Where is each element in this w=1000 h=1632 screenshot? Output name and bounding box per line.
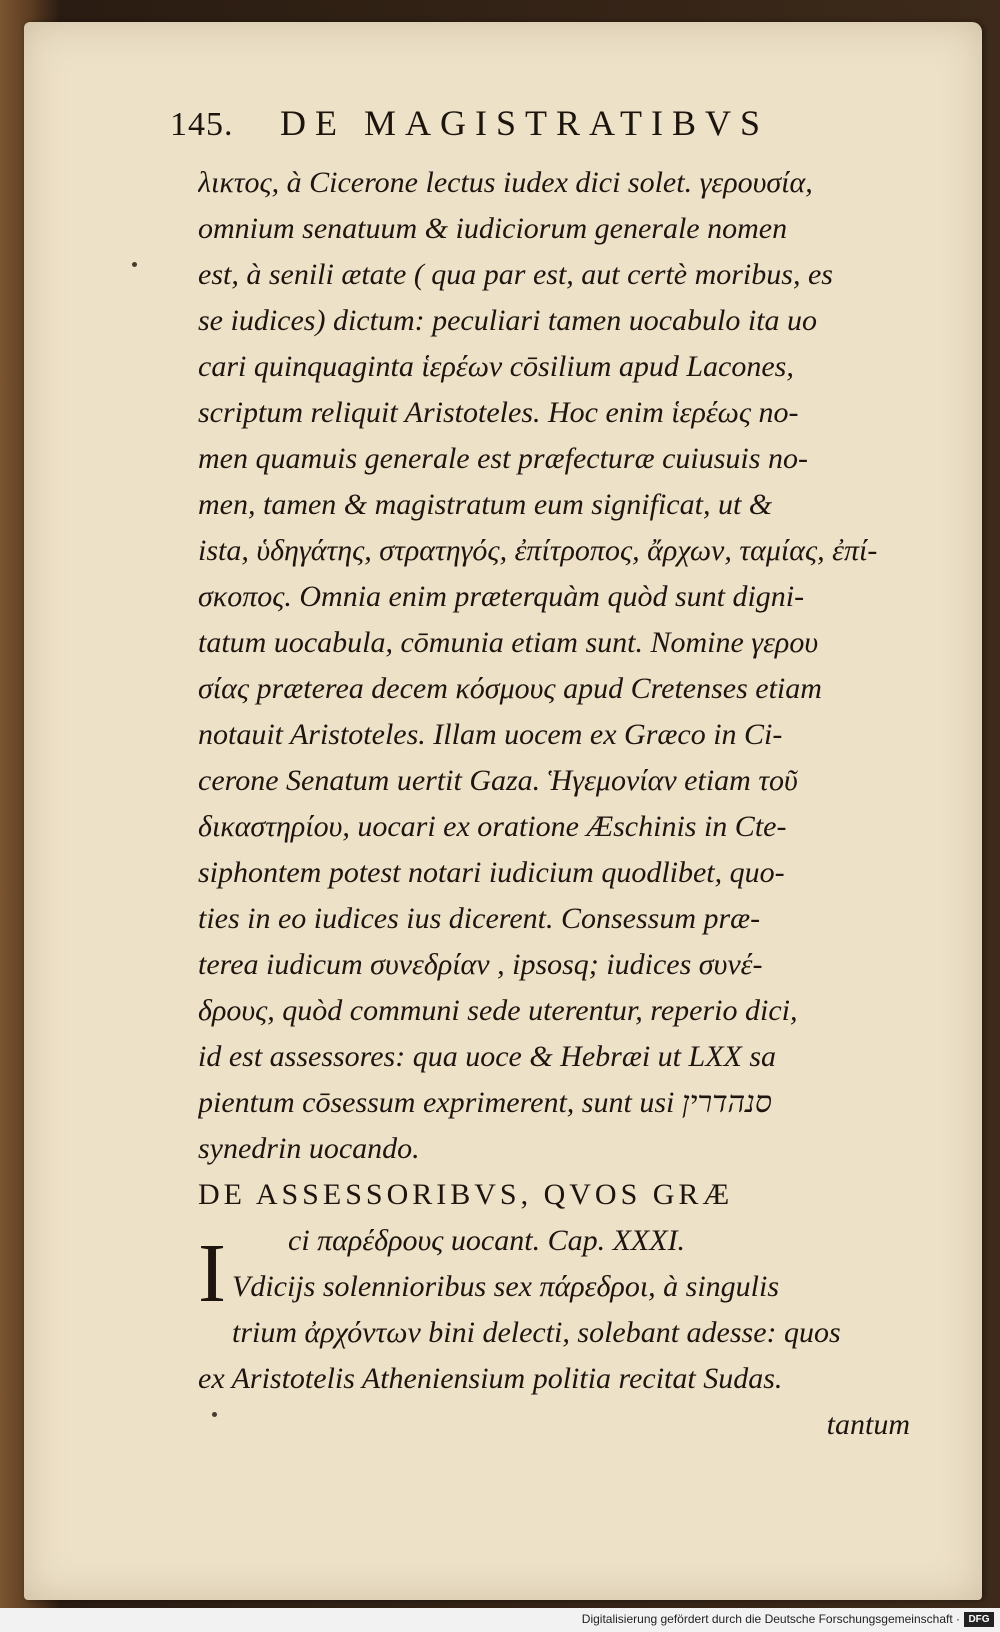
ink-spot bbox=[212, 1412, 217, 1417]
text-line: notauit Aristoteles. Illam uocem ex Græco in Ci- bbox=[198, 718, 783, 751]
text-line: id est assessores: qua uoce & Hebræi ut LXX sa bbox=[198, 1040, 777, 1073]
text-line: men quamuis generale est præfecturæ cuiusuis no- bbox=[198, 442, 808, 475]
text-block bbox=[198, 160, 910, 1448]
ink-spot bbox=[132, 262, 137, 267]
text-line: σκοπος. Omnia enim præterquàm quòd sunt digni- bbox=[198, 580, 805, 613]
chapter-heading: DE ASSESSORIBVS, QVOS GRÆ bbox=[198, 1178, 734, 1211]
footer-bar bbox=[0, 1608, 1000, 1632]
text-line: siphontem potest notari iudicium quodlibet, quo- bbox=[198, 856, 785, 889]
text-line: tatum uocabula, cōmunia etiam sunt. Nomine γερου bbox=[198, 626, 819, 659]
text-line: scriptum reliquit Aristoteles. Hoc enim ἱερέως no- bbox=[198, 396, 799, 429]
text-line: est, à senili ætate ( qua par est, aut certè moribus, es bbox=[198, 258, 833, 291]
text-line: ties in eo iudices ius dicerent. Consessum præ- bbox=[198, 902, 761, 935]
funding-credit: Digitalisierung gefördert durch die Deutsche Forschungsgemeinschaft · bbox=[581, 1612, 960, 1626]
text-line: ex Aristotelis Atheniensium politia recitat Sudas. bbox=[198, 1362, 783, 1395]
text-line: δικαστηρίου, uocari ex oratione Æschinis in Cte- bbox=[198, 810, 787, 843]
catchword: tantum bbox=[826, 1408, 910, 1441]
chapter-heading-subtitle: ci παρέδρους uocant. Cap. XXXI. bbox=[288, 1224, 686, 1257]
text-line: σίας præterea decem κόσμους apud Cretenses etiam bbox=[198, 672, 822, 705]
text-line: cerone Senatum uertit Gaza. Ἡγεμονίαν etiam τοῦ bbox=[198, 764, 798, 797]
text-line: men, tamen & magistratum eum significat, ut & bbox=[198, 488, 773, 521]
page-header bbox=[170, 102, 870, 154]
text-line: ista, ὑδηγάτης, στρατηγός, ἐπίτροπος, ἄρχων, ταμίας, ἐπί- bbox=[198, 534, 878, 567]
text-line: cari quinquaginta ἱερέων cōsilium apud Lacones, bbox=[198, 350, 794, 383]
text-line: terea iudicum συνεδρίαν , ipsosq; iudices συνέ- bbox=[198, 948, 763, 981]
text-line: se iudices) dictum: peculiari tamen uocabulo ita uo bbox=[198, 304, 818, 337]
text-line: λικτος, à Cicerone lectus iudex dici solet. γερουσία, bbox=[198, 166, 813, 199]
dfg-logo-icon: DFG bbox=[964, 1612, 994, 1627]
page-number: 145. bbox=[170, 106, 234, 143]
text-line: Vdicijs solennioribus sex πάρεδροι, à singulis bbox=[232, 1270, 780, 1303]
text-line: δρους, quòd communi sede uterentur, reperio dici, bbox=[198, 994, 798, 1027]
text-line: pientum cōsessum exprimerent, sunt usi סנהדרין bbox=[198, 1086, 772, 1119]
text-line: omnium senatuum & iudiciorum generale nomen bbox=[198, 212, 788, 245]
text-line: synedrin uocando. bbox=[198, 1132, 420, 1165]
text-line: trium ἀρχόντων bini delecti, solebant adesse: quos bbox=[232, 1316, 841, 1349]
running-title: DE MAGISTRATIBVS bbox=[280, 103, 770, 143]
initial-letter: I bbox=[198, 1227, 226, 1320]
